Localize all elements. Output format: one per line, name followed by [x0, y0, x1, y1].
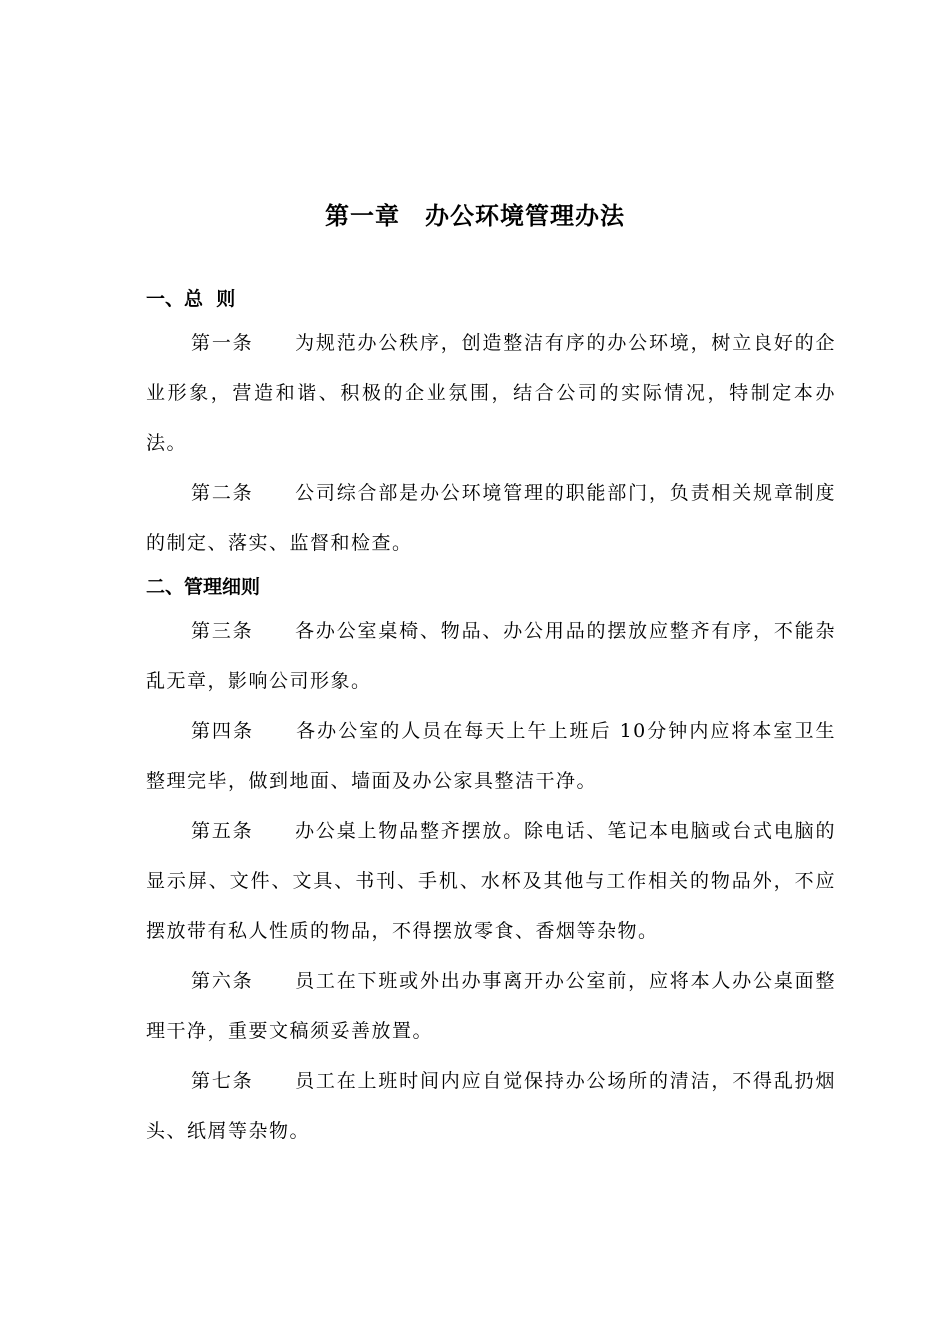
article-text: 办公桌上物品整齐摆放。除电话、笔记本电脑或台式电脑的显示屏、文件、文具、书刊、手机、水杯及其他与工作相关的物品外，不应摆放带有私人性质的物品，不得摆放零食、香烟等杂物。 [146, 820, 836, 942]
article-label: 第四条 [191, 720, 255, 742]
section-heading-rules: 二、管理细则 [146, 576, 261, 598]
chapter-title: 第一章 办公环境管理办法 [325, 201, 625, 231]
article-text: 各办公室的人员在每天上午上班后 10分钟内应将本室卫生整理完毕，做到地面、墙面及办公家具整洁干净。 [146, 720, 836, 792]
article-label: 第二条 [191, 482, 254, 504]
article-text: 各办公室桌椅、物品、办公用品的摆放应整齐有序，不能杂乱无章，影响公司形象。 [146, 620, 836, 692]
article-text: 为规范办公秩序，创造整洁有序的办公环境，树立良好的企业形象，营造和谐、积极的企业氛围，结合公司的实际情况，特制定本办法。 [146, 332, 836, 454]
article-text: 员工在上班时间内应自觉保持办公场所的清洁，不得乱扔烟头、纸屑等杂物。 [146, 1070, 836, 1142]
article-label: 第一条 [191, 332, 254, 354]
article-label: 第七条 [191, 1070, 254, 1092]
article-1 [146, 318, 836, 468]
article-text: 员工在下班或外出办事离开办公室前，应将本人办公桌面整理干净，重要文稿须妥善放置。 [146, 970, 836, 1042]
document-body [146, 280, 836, 1156]
article-3 [146, 606, 836, 706]
article-2 [146, 468, 836, 568]
article-label: 第六条 [191, 970, 254, 992]
article-6 [146, 956, 836, 1056]
article-label: 第三条 [191, 620, 254, 642]
section-heading-general: 一、总 则 [146, 288, 236, 310]
article-4 [146, 706, 836, 806]
article-5 [146, 806, 836, 956]
article-7 [146, 1056, 836, 1156]
article-text: 公司综合部是办公环境管理的职能部门，负责相关规章制度的制定、落实、监督和检查。 [146, 482, 836, 554]
article-label: 第五条 [191, 820, 254, 842]
